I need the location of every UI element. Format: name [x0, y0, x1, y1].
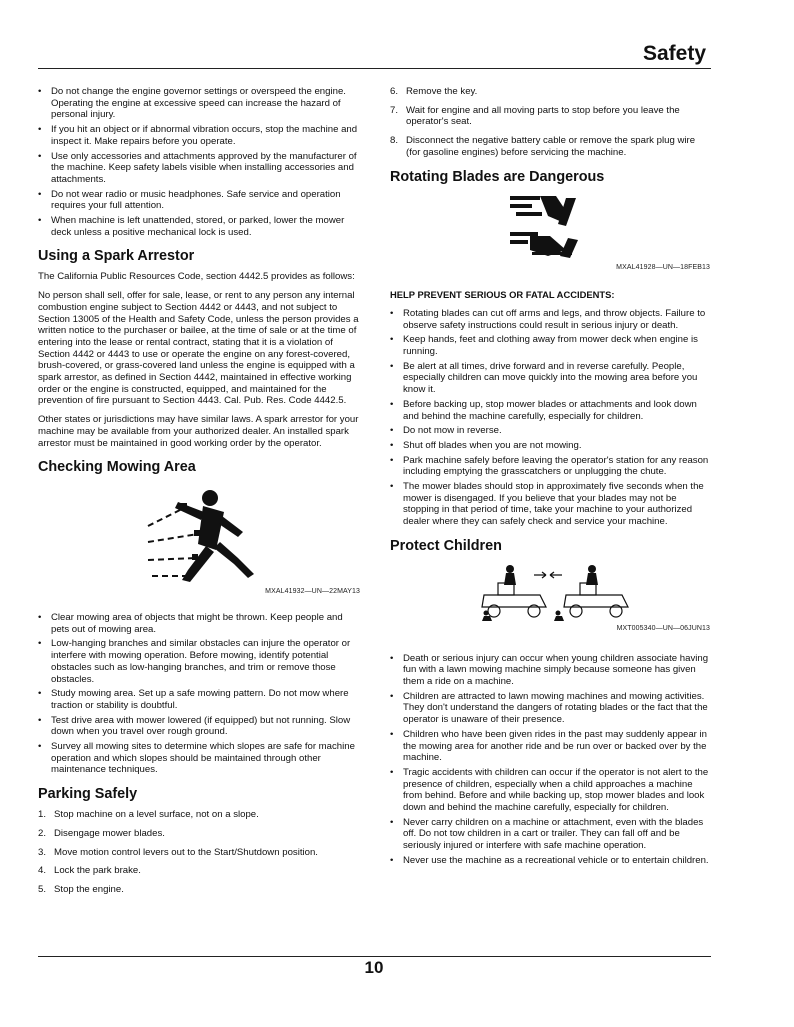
- step-text: Stop the engine.: [54, 883, 124, 895]
- step-number: 4.: [38, 865, 47, 877]
- list-item: • Tragic accidents with children can occur if the operator is not alert to the presence of children, especially when a child approaches a machine from behind. Before and while backing up, stop mower blades and look down and behind the machine carefully, especially for children.: [390, 767, 710, 814]
- rotating-blades-figure: [390, 192, 710, 274]
- thrown-object-icon: [38, 482, 360, 586]
- list-item: • Death or serious injury can occur when young children associate having fun with a lawn mowing machine simply because someone has given them a ride on a machine.: [390, 653, 710, 688]
- figure-id: MXAL41932—UN—22MAY13: [265, 588, 360, 596]
- list-item: • When machine is left unattended, stored, or parked, lower the mower deck unless a positive mechanical lock is used.: [38, 215, 360, 238]
- mowing-bullet-list: [38, 612, 360, 776]
- list-item: [38, 828, 360, 840]
- list-item: • Use only accessories and attachments approved by the manufacturer of the machine. Keep safety labels visible when installing accessories and attachments.: [38, 151, 360, 186]
- list-item: • Park machine safely before leaving the operator's station for any reason including emptying the grasscatchers or unplugging the chute.: [390, 455, 710, 478]
- list-item: • Children are attracted to lawn mowing machines and mowing activities. They don't understand the dangers of rotating blades or the fact that the operator is unaware of their presence.: [390, 691, 710, 726]
- list-item: [38, 809, 360, 821]
- list-item: [38, 884, 360, 896]
- list-item: • Clear mowing area of objects that might be thrown. Keep people and pets out of mowing area.: [38, 612, 360, 635]
- mowing-area-heading: Checking Mowing Area: [38, 459, 196, 476]
- list-item: • Children who have been given rides in the past may suddenly appear in the mowing area for another ride and be run over or backed over by the machine.: [390, 729, 710, 764]
- right-column: [390, 86, 710, 870]
- step-number: 5.: [38, 883, 47, 895]
- step-text: Disconnect the negative battery cable or remove the spark plug wire (for gasoline engines) before servicing the machine.: [406, 135, 696, 158]
- intro-bullet-list: [38, 86, 360, 238]
- children-bullet-list: [390, 653, 710, 867]
- step-text: Move motion control levers out to the Start/Shutdown position.: [54, 846, 318, 858]
- list-item: • Before backing up, stop mower blades or attachments and look down and behind the machine carefully, especially for children.: [390, 399, 710, 422]
- step-text: Stop machine on a level surface, not on a slope.: [54, 809, 259, 821]
- spark-paragraph-1: The California Public Resources Code, section 4442.5 provides as follows:: [38, 271, 355, 283]
- page-title: Safety: [642, 42, 706, 65]
- figure-id: MXT005340—UN—06JUN13: [616, 624, 710, 632]
- list-item: • Do not change the engine governor settings or overspeed the engine. Operating the engine at excessive speed can increase the hazard of personal injury.: [38, 86, 360, 121]
- footer-rule: [38, 956, 711, 957]
- spark-arrestor-heading: Using a Spark Arrestor: [38, 248, 195, 265]
- step-text: Remove the key.: [406, 86, 478, 97]
- list-item: • If you hit an object or if abnormal vibration occurs, stop the machine and inspect it. Make repairs before you operate.: [38, 124, 360, 147]
- list-item: [390, 86, 710, 98]
- thrown-object-figure: [38, 482, 360, 598]
- list-item: • Never carry children on a machine or attachment, even with the blades off. Do not tow children in a cart or trailer. They can fall off and be seriously injured or interfere with safe machine operation.: [390, 817, 710, 852]
- list-item: [38, 865, 360, 877]
- parking-safely-heading: Parking Safely: [38, 786, 138, 803]
- list-item: • Do not wear radio or music headphones. Safe service and operation requires your full attention.: [38, 189, 360, 212]
- blades-bullet-list: [390, 308, 710, 528]
- list-item: • Shut off blades when you are not mowing.: [390, 440, 710, 452]
- step-number: 1.: [38, 809, 47, 821]
- warning-heading: HELP PREVENT SERIOUS OR FATAL ACCIDENTS:: [390, 289, 615, 301]
- list-item: [38, 847, 360, 859]
- list-item: [390, 105, 710, 128]
- step-number: 3.: [38, 846, 47, 858]
- list-item: • The mower blades should stop in approximately five seconds when the mower is disengaged. If you believe that your blades may not be stopping in that period of time, take your machine to your authorized dealer where they can safely check and service your machine.: [390, 481, 710, 528]
- step-text: Lock the park brake.: [54, 865, 141, 877]
- step-text: Disengage mower blades.: [54, 827, 165, 839]
- list-item: • Keep hands, feet and clothing away from mower deck when engine is running.: [390, 334, 710, 357]
- step-text: Wait for engine and all moving parts to stop before you leave the operator's seat.: [406, 104, 680, 128]
- spark-paragraph-3: Other states or jurisdictions may have similar laws. A spark arrestor for your machine may be available from your authorized dealer. An installed spark arrestor must be maintained in good working order by the operator.: [38, 414, 359, 449]
- parking-steps-continued: [390, 86, 710, 159]
- spark-paragraph-2: No person shall sell, offer for sale, lease, or rent to any person any internal combustion engine subject to Section 4442 or 4443, and not subject to Section 13005 of the Health and Safety Code, unless the person provides a written notice to the purchaser or bailee, at the time of sale or at the time of entering into the lease or rental contract, stating that it is a violation of Section 4442 or 4443 to use or operate the engine on any forest-covered, brush-covered, or grass-covered land unless the engine is equipped with a spark arrestor, as defined in Section 4442, maintained in effective working order or the engine is constructed, equipped, and maintained for the prevention of fire pursuant to Section 4443. Cal. Pub. Res. Code 4442.5.: [38, 290, 359, 407]
- protect-children-heading: Protect Children: [390, 537, 502, 554]
- list-item: • Be alert at all times, drive forward and in reverse carefully. People, especially children can move quickly into the mowing area before you know it.: [390, 361, 710, 396]
- list-item: • Never use the machine as a recreational vehicle or to entertain children.: [390, 855, 710, 867]
- list-item: • Rotating blades can cut off arms and legs, and throw objects. Failure to observe safety instructions could result in serious injury or death.: [390, 308, 710, 331]
- header-rule: [38, 68, 711, 69]
- step-number: 2.: [38, 827, 47, 839]
- left-column: [38, 86, 360, 903]
- list-item: • Test drive area with mower lowered (if equipped) but not running. Slow down when you travel over rough ground.: [38, 715, 360, 738]
- list-item: • Survey all mowing sites to determine which slopes are safe for machine operation and which slopes should be maintained through other maintenance techniques.: [38, 741, 360, 776]
- blade-hazard-icon: [390, 192, 710, 262]
- list-item: • Study mowing area. Set up a safe mowing pattern. Do not mow where traction or stability is doubtful.: [38, 688, 360, 711]
- list-item: • Do not mow in reverse.: [390, 425, 710, 437]
- child-hazard-icon: [390, 561, 710, 623]
- protect-children-figure: [390, 561, 710, 635]
- step-number: 6.: [390, 86, 399, 97]
- step-number: 7.: [390, 104, 399, 116]
- list-item: • Low-hanging branches and similar obstacles can injure the operator or interfere with mowing operation. Before mowing, identify potential obstacles such as low-hanging branches, and trim or remove those obstacles.: [38, 638, 360, 685]
- step-number: 8.: [390, 135, 399, 147]
- rotating-blades-heading: Rotating Blades are Dangerous: [390, 168, 605, 185]
- page-number: 10: [364, 958, 384, 977]
- parking-steps-list: [38, 809, 360, 896]
- list-item: [390, 135, 710, 158]
- figure-id: MXAL41928—UN—18FEB13: [616, 263, 710, 271]
